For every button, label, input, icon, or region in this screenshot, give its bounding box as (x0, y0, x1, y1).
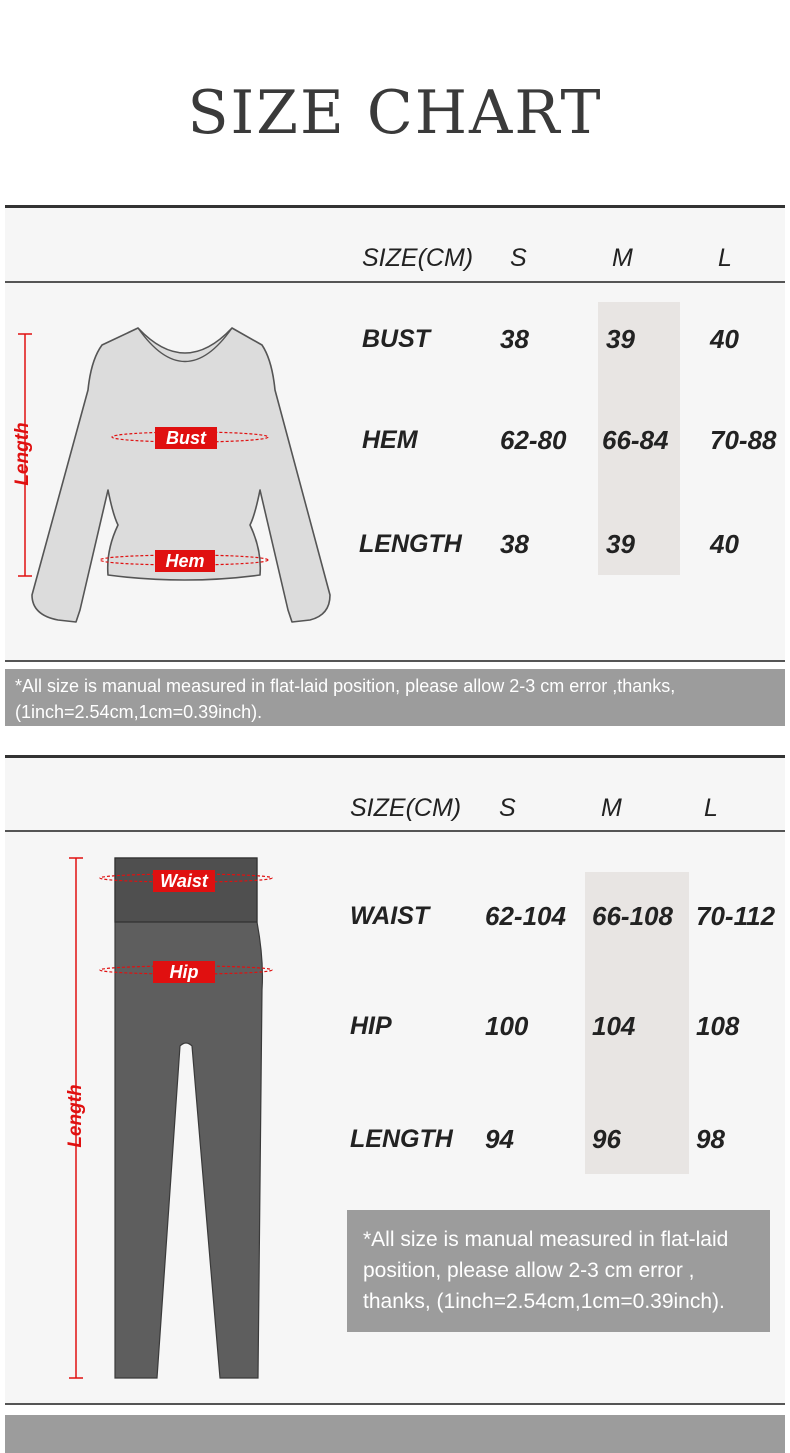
top-size-header: SIZE(CM) (362, 244, 474, 272)
bottom-cell: 108 (696, 1011, 740, 1041)
bottom-end-divider (5, 1403, 785, 1405)
bottom-row-label: HIP (350, 1012, 392, 1040)
bottom-band (5, 1415, 785, 1453)
top-size-note (5, 669, 785, 726)
bottom-size-l: L (704, 794, 718, 822)
bottom-row-label: WAIST (350, 902, 430, 930)
top-cell: 39 (606, 529, 635, 559)
bottom-cell: 100 (485, 1011, 529, 1041)
bust-tag: Bust (155, 427, 217, 449)
top-cell: 38 (500, 529, 529, 559)
top-length-label: Length (12, 422, 33, 486)
top-note-line1: *All size is manual measured in flat-laid position, please allow 2-3 cm error ,thanks, (15, 676, 676, 696)
top-note-line2: (1inch=2.54cm,1cm=0.39inch). (15, 702, 263, 722)
bottom-size-s: S (499, 794, 516, 822)
long-sleeve-top-diagram (10, 320, 340, 630)
bottom-length-label: Length (65, 1084, 86, 1148)
top-size-s: S (510, 244, 527, 272)
top-header-divider (5, 281, 785, 283)
top-cell: 70-88 (710, 425, 777, 455)
top-row-label: HEM (362, 426, 418, 454)
top-size-l: L (718, 244, 732, 272)
top-cell: 40 (710, 324, 739, 354)
bottom-cell: 70-112 (696, 901, 776, 931)
bottom-cell: 66-108 (592, 901, 673, 931)
top-cell: 66-84 (602, 425, 669, 455)
bottom-cell: 104 (592, 1011, 636, 1041)
top-cell: 62-80 (500, 425, 567, 455)
bottom-size-note: *All size is manual measured in flat-laid position, please allow 2-3 cm error , thanks, (1inch=2.54cm,1cm=0.39inch). (347, 1210, 770, 1332)
top-row-label: BUST (362, 325, 431, 353)
top-bottom-divider (5, 660, 785, 662)
bottom-header-divider (5, 830, 785, 832)
bottom-size-header: SIZE(CM) (350, 794, 462, 822)
top-size-m: M (612, 244, 633, 272)
top-cell: 40 (710, 529, 739, 559)
page-title: SIZE CHART (187, 78, 603, 148)
bottom-cell: 98 (696, 1124, 725, 1154)
bottom-cell: 96 (592, 1124, 621, 1154)
bottom-size-m: M (601, 794, 622, 822)
leggings-diagram (60, 850, 280, 1380)
hem-tag: Hem (155, 550, 215, 572)
bottom-cell: 94 (485, 1124, 514, 1154)
top-row-label: LENGTH (359, 530, 462, 558)
top-cell: 39 (606, 324, 635, 354)
hip-tag: Hip (153, 961, 215, 983)
waist-tag: Waist (153, 870, 215, 892)
top-cell: 38 (500, 324, 529, 354)
bottom-cell: 62-104 (485, 901, 566, 931)
bottom-row-label: LENGTH (350, 1125, 453, 1153)
